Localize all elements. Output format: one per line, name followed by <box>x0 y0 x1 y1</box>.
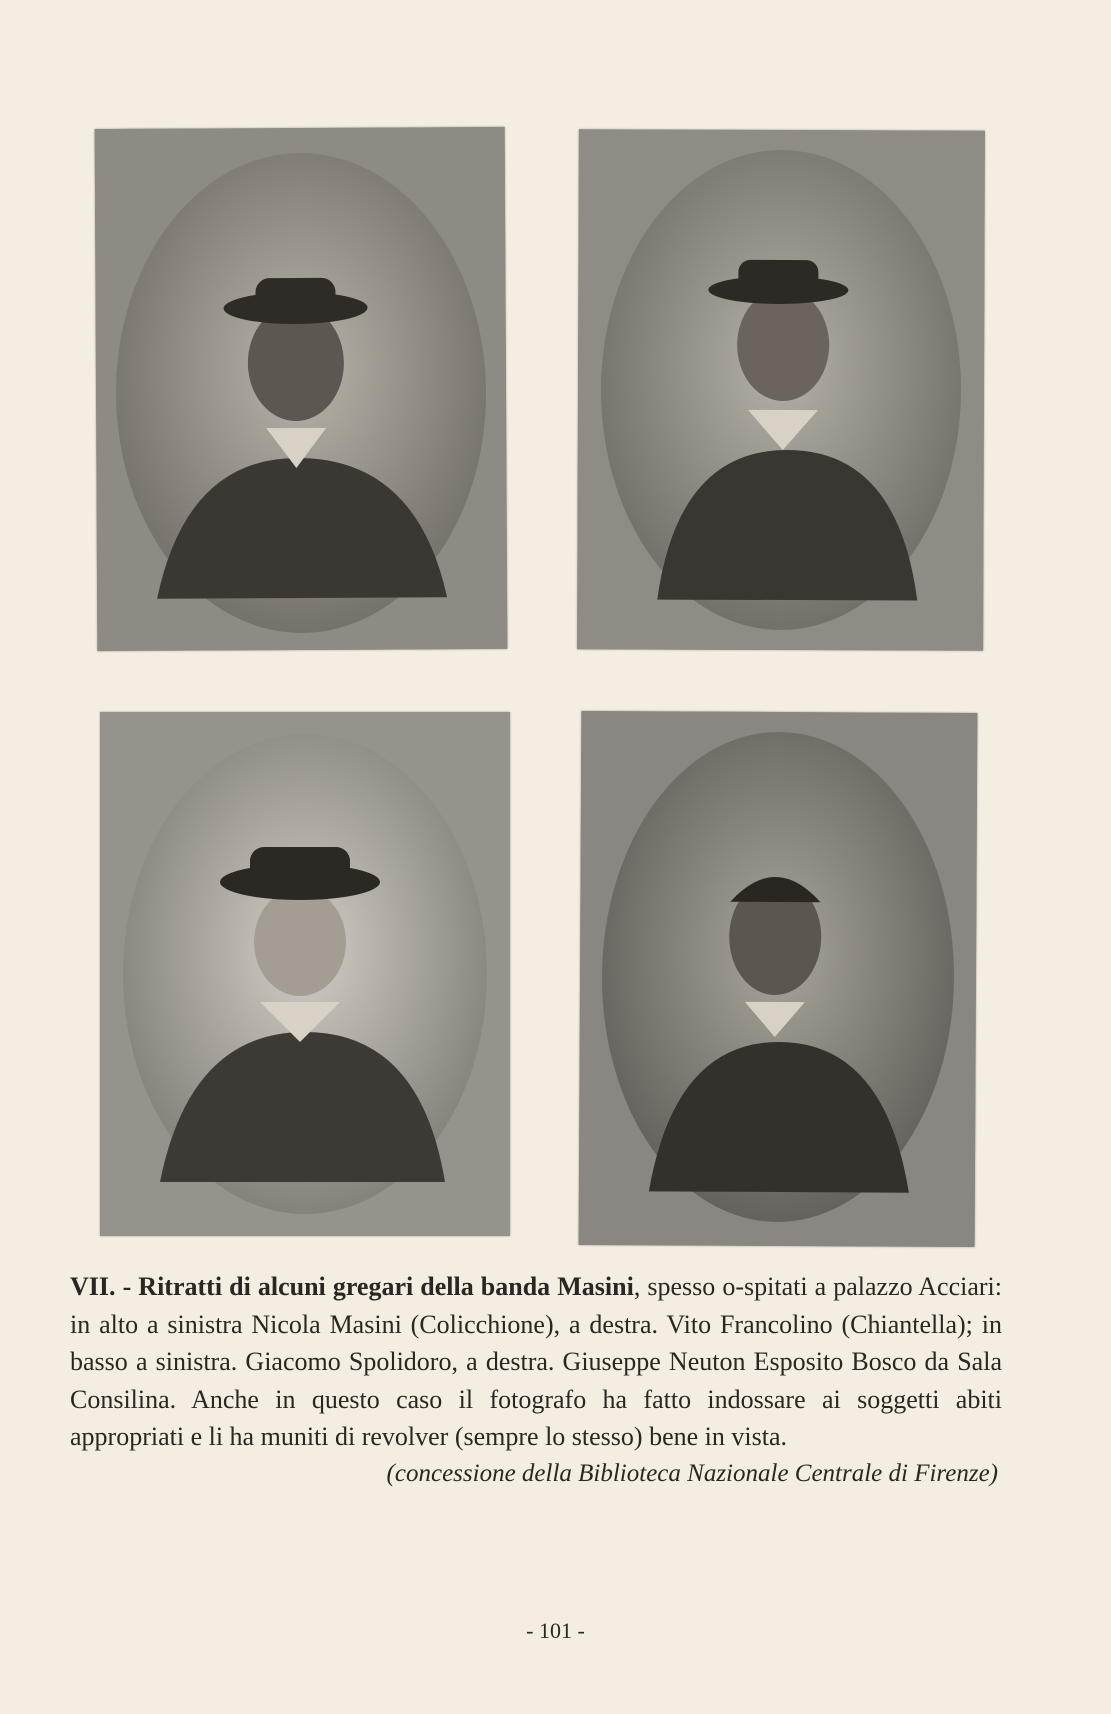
portrait-photo-top-right <box>577 129 985 650</box>
portrait-photo-top-left <box>95 127 508 651</box>
portrait-photo-icon <box>100 712 510 1236</box>
portrait-photo-bottom-left <box>100 712 510 1236</box>
figure-caption <box>70 1268 1002 1456</box>
page-number: - 101 - <box>526 1618 585 1643</box>
portrait-photo-bottom-right <box>579 711 978 1247</box>
caption-lead: VII. - Ritratti di alcuni gregari della banda Masini <box>70 1272 634 1301</box>
portrait-photo-icon <box>95 127 508 651</box>
caption-body: , spesso o-spitati a palazzo Acciari: in alto a sinistra Nicola Masini (Colicchione), a destra. Vito Francolino (Chiantella); in basso a sinistra. Giacomo Spolidoro, a destra. Giuseppe Neuton Esposito Bosco da Sala Consilina. Anche in questo caso il fotografo ha fatto indossare ai soggetti abiti appropriati e li ha muniti di revolver (sempre lo stesso) bene in vista. <box>70 1272 1002 1451</box>
photo-credit: (concessione della Biblioteca Nazionale Centrale di Firenze) <box>386 1460 998 1487</box>
portrait-photo-icon <box>577 129 985 650</box>
portrait-photo-icon <box>579 711 978 1247</box>
